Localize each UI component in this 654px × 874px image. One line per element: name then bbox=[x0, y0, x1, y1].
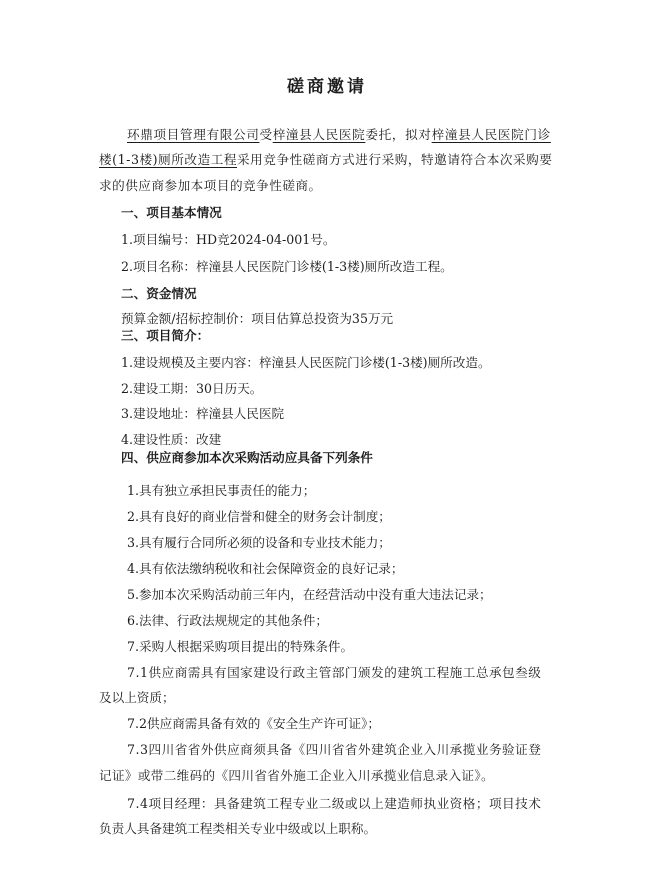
agency-name: 环鼎项目管理有限公司 bbox=[127, 127, 260, 142]
condition-1: 1.具有独立承担民事责任的能力； bbox=[127, 483, 316, 498]
condition-7-2: 7.2供应商需具备有效的《安全生产许可证》； bbox=[127, 716, 381, 731]
condition-4: 4.具有依法缴纳税收和社会保障资金的良好记录； bbox=[127, 561, 404, 576]
purchaser-name: 梓潼县人民医院 bbox=[272, 127, 366, 142]
intro-line-2: 楼(1-3楼)厕所改造工程采用竞争性磋商方式进行采购，特邀请符合本次采购要 bbox=[99, 152, 553, 167]
project-name-part2: 楼(1-3楼)厕所改造工程 bbox=[99, 152, 238, 167]
condition-5: 5.参加本次采购活动前三年内，在经营活动中没有重大违法记录； bbox=[127, 587, 492, 602]
condition-7-4-line-1: 7.4项目经理：具备建筑工程专业二级或以上建造师执业资格；项目技术 bbox=[127, 796, 542, 811]
condition-7-3-line-2: 记证》或带二维码的《四川省省外施工企业入川承揽业信息录入证》。 bbox=[99, 768, 494, 783]
section2-heading: 二、资金情况 bbox=[121, 286, 197, 301]
intro-line-3: 求的供应商参加本项目的竞争性磋商。 bbox=[99, 178, 322, 193]
condition-6: 6.法律、行政法规规定的其他条件； bbox=[127, 613, 328, 628]
budget-line: 预算金额/招标控制价：项目估算总投资为35万元 bbox=[121, 311, 394, 326]
duration-line: 2.建设工期：30日历天。 bbox=[121, 381, 263, 396]
project-name: 2.项目名称：梓潼县人民医院门诊楼(1-3楼)厕所改造工程。 bbox=[121, 259, 453, 274]
intro-line-1: 环鼎项目管理有限公司受梓潼县人民医院委托，拟对梓潼县人民医院门诊 bbox=[127, 127, 551, 142]
condition-7-1-line-2: 及以上资质； bbox=[99, 690, 175, 705]
section3-heading: 三、项目简介： bbox=[121, 328, 210, 343]
project-number: 1.项目编号：HD竞2024-04-001号。 bbox=[121, 232, 336, 247]
section4-heading: 四、供应商参加本次采购活动应具备下列条件 bbox=[121, 450, 373, 465]
condition-7-1-line-1: 7.1供应商需具有国家建设行政主管部门颁发的建筑工程施工总承包叁级 bbox=[127, 665, 542, 680]
section1-heading: 一、项目基本情况 bbox=[121, 205, 222, 220]
condition-7: 7.采购人根据采购项目提出的特殊条件。 bbox=[127, 639, 354, 654]
condition-3: 3.具有履行合同所必须的设备和专业技术能力； bbox=[127, 535, 391, 550]
scope-line: 1.建设规模及主要内容：梓潼县人民医院门诊楼(1-3楼)厕所改造。 bbox=[121, 355, 491, 370]
condition-2: 2.具有良好的商业信誉和健全的财务会计制度； bbox=[127, 509, 391, 524]
address-line: 3.建设地址：梓潼县人民医院 bbox=[121, 406, 285, 421]
nature-line: 4.建设性质：改建 bbox=[121, 432, 222, 447]
project-name-part1: 梓潼县人民医院门诊 bbox=[431, 127, 551, 142]
condition-7-4-line-2: 负责人具备建筑工程类相关专业中级或以上职称。 bbox=[99, 821, 377, 836]
page-title: 磋商邀请 bbox=[287, 77, 367, 97]
condition-7-3-line-1: 7.3四川省省外供应商须具备《四川省省外建筑企业入川承揽业务验证登 bbox=[127, 742, 542, 757]
